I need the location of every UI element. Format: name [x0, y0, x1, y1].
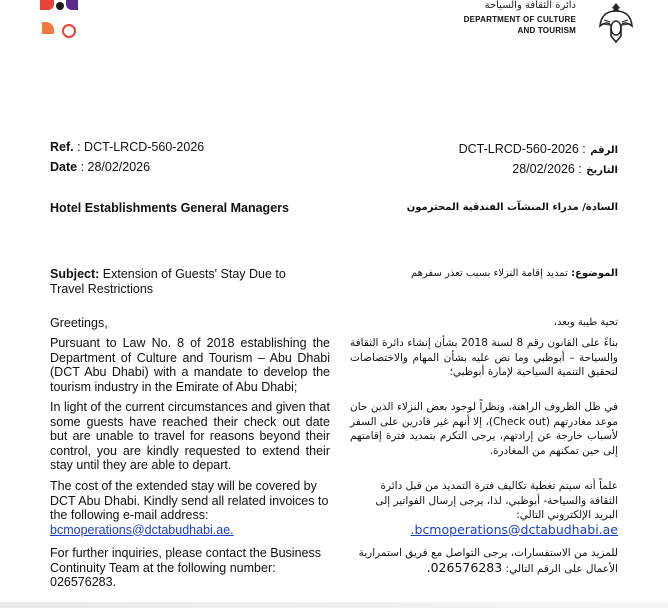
paragraph-1-ar: بناءً على القانون رقم 8 لسنة 2018 بشأن إنشاء دائرة الثقافة والسياحة – أبوظبي وما نص عليه بشأن المهام والاختصاصات لتحقيق التنمية السياحية لإمارة أبوظبي؛ — [350, 337, 618, 378]
date-label-en: Date — [50, 160, 78, 174]
greeting-ar: تحية طيبة وبعد، — [553, 317, 618, 328]
date-value-en: : 28/02/2026 — [80, 160, 151, 174]
invoice-email-link-ar[interactable]: .bcmoperations@dctabudhabi.ae — [410, 521, 618, 537]
ref-value-ar: DCT-LRCD-560-2026 : — [458, 142, 586, 156]
invoice-email-link-en[interactable]: bcmoperations@dctabudhabi.ae. — [50, 522, 234, 537]
department-header — [426, 0, 636, 48]
dct-logo-icon — [40, 0, 80, 44]
subject-en — [50, 267, 312, 296]
paragraph-1-en: Pursuant to Law No. 8 of 2018 establishing the Department of Culture and Tourism – Abu Dhabi (DCT Abu Dhabi) with a mandate to develop the tourism industry in the Emirate of Abu Dhabi; — [50, 336, 330, 394]
paragraph-4-ar — [350, 546, 618, 576]
subject-text-en: Extension of Guests' Stay Due to Travel Restrictions — [50, 267, 286, 296]
ref-value-en: : DCT-LRCD-560-2026 — [77, 140, 205, 154]
subject-text-ar: تمديد إقامة النزلاء بسبب تعذر سفرهم — [410, 268, 568, 279]
falcon-emblem-icon — [596, 0, 636, 44]
phone-number-en: 026576283. — [50, 575, 117, 589]
subject-ar — [358, 267, 618, 282]
date-en — [50, 160, 290, 175]
paragraph-3-en — [50, 479, 330, 537]
paragraph-2-ar: في ظل الظروف الراهنة، ونظراً لوجود بعض النزلاء الذين حان موعد مغادرتهم (Check out)، إلا أنهم غير قادرين على السفر لأسباب خارجة عن إرادتهم، يرجى التكرم بتمديد فترة إقامتهم إلى حين تمكنهم من المغادرة. — [350, 401, 619, 457]
paragraph-2-en: In light of the current circumstances and given that some guests have reached their check out date but are unable to travel for reasons beyond their control, you are kindly requested to extend their stay until they are able to depart. — [50, 400, 330, 472]
subject-label-ar: الموضوع: — [571, 268, 618, 279]
date-value-ar: 28/02/2026 : — [512, 162, 582, 176]
department-name-english — [426, 14, 576, 36]
recipient-ar: السادة/ مدراء المنشآت الفندقية المحترمون — [406, 202, 618, 213]
date-label-ar: التاريخ — [586, 165, 618, 176]
date-ar — [358, 160, 618, 179]
paragraph-4-en — [50, 546, 330, 590]
greeting-en: Greetings, — [50, 316, 108, 330]
paragraph-3-text-en: The cost of the extended stay will be covered by DCT Abu Dhabi. Kindly send all related invoices to the following e-mail address: — [50, 479, 329, 522]
department-name-line2: AND TOURISM — [517, 26, 576, 35]
ref-label-ar: الرقم — [590, 145, 618, 156]
paragraph-3-ar — [350, 479, 618, 538]
paragraph-4-text-en: For further inquiries, please contact the Business Continuity Team at the following number: — [50, 546, 321, 575]
page-bottom-edge — [0, 602, 668, 608]
paragraph-3-text-ar: علماً أنه سيتم تغطية تكاليف فترة التمديد من قبل دائرة الثقافة والسياحة- أبوظبي، لذا، يرجى إرسال الفواتير إلى البريد الإلكتروني التالي: — [375, 480, 618, 521]
department-name-arabic: دائرة الثقافة والسياحة — [484, 0, 576, 11]
phone-number-ar: .026576283 — [426, 559, 503, 575]
subject-label-en: Subject: — [50, 267, 100, 281]
reference-ar — [358, 140, 618, 159]
paragraph-4-text-ar: للمزيد من الاستفسارات، يرجى التواصل مع فريق استمرارية الأعمال على الرقم التالي: — [358, 547, 618, 575]
department-name-line1: DEPARTMENT OF CULTURE — [463, 15, 576, 24]
recipient-en: Hotel Establishments General Managers — [50, 201, 289, 215]
reference-en — [50, 140, 290, 155]
ref-label-en: Ref. — [50, 140, 74, 154]
